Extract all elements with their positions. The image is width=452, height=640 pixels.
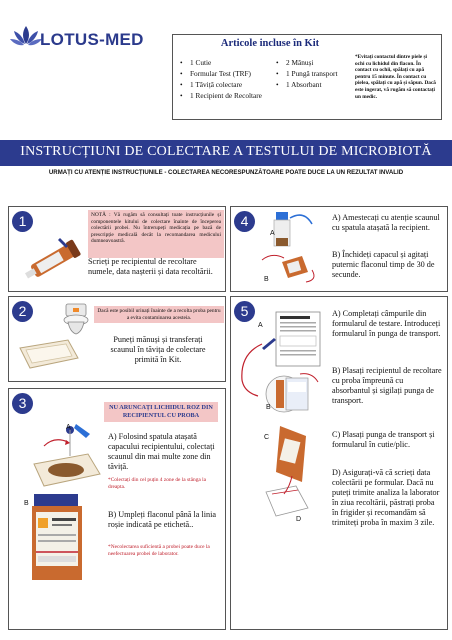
kit-item: • 1 Pungă transport [276,68,337,79]
step-2-note: Dacă este posibil urinați înainte de a recolta proba pentru a evita contaminarea acesteia. [94,306,224,323]
kit-items-list-1 [180,57,262,101]
kit-item: • Formular Test (TRF) [180,68,262,79]
step-3-note: NU ARUNCAȚI LICHIDUL ROZ DIN RECIPIENTUL CU PROBA [104,402,218,422]
figure-letter-d: D [296,516,302,523]
step-1-note: NOTĂ : Vă rugăm să consultați toate instrucțiunile și componentele kitului de colectare înainte de începerea colectării probei. Nu întrerupeți medicația pe bază de prescripție medicală decât la recomandarea medicului dumneavoastră. [88,210,224,258]
step-3-b-text: B) Umpleți flaconul până la linia roșie indicată pe etichetă.. [108,510,216,529]
warning-subtitle: URMAȚI CU ATENȚIE INSTRUCȚIUNILE - COLECTAREA NECORESPUNZĂTOARE POATE DUCE LA UN REZULTAT INVALID [48,169,404,176]
kit-item: • 1 Absorbant [276,79,337,90]
kit-item: • 1 Recipient de Recoltare [180,90,262,101]
box-illustration [262,422,326,522]
page-title: INSTRUCȚIUNI DE COLECTARE A TESTULUI DE MICROBIOTĂ [20,144,432,159]
step-4-number: 4 [234,211,255,232]
sample-container-label-illustration [30,494,90,586]
step-3-a-note: *Colectați din cel puțin 4 zone de la stânga la dreapta. [108,477,207,490]
step-2-number: 2 [12,301,33,322]
test-form-illustration [260,308,326,370]
lotus-logo-icon [10,24,42,50]
step-5-number: 5 [234,301,255,322]
figure-letter-c: C [264,434,270,441]
kit-item: • 1 Cutie [180,57,262,68]
step-3-number: 3 [12,393,33,414]
step-5-b-text: B) Plasați recipientul de recoltare cu proba împreună cu absorbantul și sigilați punga de transport. [332,366,442,405]
kit-item: • 2 Mănuși [276,57,337,68]
step-5-c-text: C) Plasați punga de transport și formularul în cutie/plic. [332,430,435,449]
step-2-text: Puneți mănuși și transferați scaunul în tăvița de colectare primită în Kit. [110,335,206,364]
step-4-a-text: A) Amestecați cu atenție scaunul cu spatula atașată la recipient. [332,213,440,232]
collection-tray-icon [18,338,80,372]
transport-bag-illustration [264,370,324,418]
figure-letter-a: A [66,424,71,431]
step-3-b-note: *Necolectarea suficientă a probei poate duce la neefectuarea probei de laborator. [108,544,210,557]
kit-warning: *Evitați contactul dintre piele și ochi cu lichidul din flacon. În contact cu ochii, spălați cu apă pentru 15 minute. În contact cu pielea, spălați cu apă și săpun. Dacă este ingerat, vă rugăm să contactați un medic. [355,54,436,100]
step-3-a-text: A) Folosind spatula atașată capacului recipientului, colectați scaunul din mai multe zone din tăviță. [108,432,215,471]
kit-items-list-2 [276,57,337,90]
figure-letter-a: A [270,230,275,237]
sample-tube-icon [22,234,82,286]
toilet-icon [62,302,90,336]
red-arrow-icon [236,340,266,400]
kit-title: Articole incluse în Kit [220,38,320,49]
step-1-number: 1 [12,211,33,232]
figure-letter-b: B [266,404,271,411]
brand-name: LOTUS-MED [40,30,144,49]
step-5-a-text: A) Completați câmpurile din formularul de testare. Introduceți formularul în punga de transport. [332,309,441,338]
figure-letter-b: B [24,500,29,507]
mixing-illustration [258,210,328,286]
kit-item: • 1 Tăviță colectare [180,79,262,90]
step-1-text: Scrieți pe recipientul de recoltare numele, data nașterii și data recoltării. [88,257,213,276]
step-5-d-text: D) Asigurați-vă că scrieți data colectării pe formular. Dacă nu puteți trimite analiza la laborator în ziua recoltării, păstrați proba în frigider și recomandăm să trimiteți proba în maxim 3 zile. [332,468,440,527]
figure-letter-b: B [264,276,269,283]
figure-letter-a: A [258,322,263,329]
step-4-b-text: B) Închideți capacul și agitați puternic flaconul timp de 30 de secunde. [332,250,435,279]
